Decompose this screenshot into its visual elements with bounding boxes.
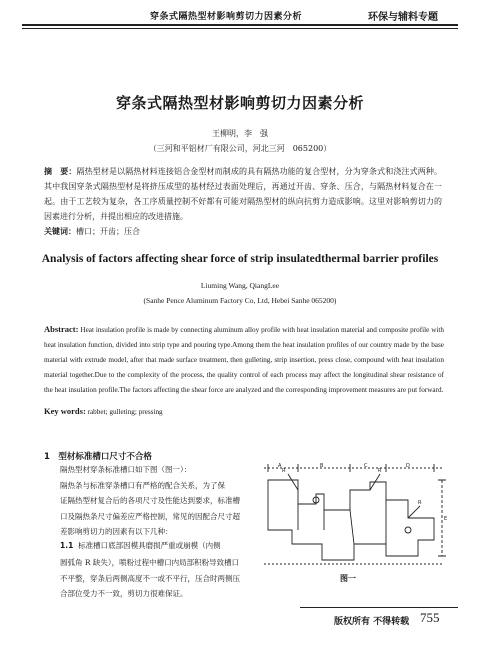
sub-line: 不平整，穿条后两侧高度不一或不平行，压合时两侧压: [60, 573, 240, 583]
intro-line: 隔热条与标准穿条槽口有严格的配合关系，为了保: [60, 480, 225, 490]
header-rule: [22, 24, 458, 26]
copyright-notice: 版权所有 不得转载: [334, 617, 410, 627]
svg-text:R: R: [418, 500, 422, 506]
keywords-label-en: Key words:: [44, 406, 86, 416]
authors-en: Liuming Wang, QiangLee: [200, 281, 280, 290]
abstract-en: [44, 322, 444, 398]
affiliation-en: (Sanhe Pence Aluminum Factory Co, Ltd, Hebei Sanhe 065200): [143, 296, 337, 305]
affiliation-zh: （三河和平铝材厂有限公司，河北三河 065200）: [148, 144, 332, 153]
section-title: 1 型材标准槽口尺寸不合格: [44, 452, 152, 462]
subsection-text: 标准槽口底部因模具磨损严重或崩模（内侧: [78, 541, 221, 550]
section-name: 环保与辅料专题: [368, 12, 438, 23]
intro-line: 差影响剪切力的因素有以下几种：: [60, 527, 173, 536]
svg-text:A: A: [278, 463, 282, 469]
sub-line: 圆弧角 R 缺失），喷粉过程中槽口内局部积粉导致槽口: [60, 558, 240, 567]
figure-slot-drawing: [258, 460, 454, 576]
section-intro: [60, 462, 248, 540]
article-title-en: Analysis of factors affecting shear force of strip insulatedthermal barrier profiles: [41, 253, 439, 265]
intro-line: 口及隔热条尺寸偏差应严格控制，常见的因配合尺寸超: [60, 511, 240, 521]
article-title-zh: 穿条式隔热型材影响剪切力因素分析: [115, 94, 364, 112]
abstract-text-en: Heat insulation profile is made by connecting aluminum alloy profile with heat insulation material and composite profile with heat insulation function, divided into strip type and pouring type.Among them the heat insulation profiles of our country made by the base material with extrude model, after that made surface treatment, then gulleting, strip insertion, press close, compound with heat insulation material together.Due to the complexity of the process, the quality control of each process may affect the longitudinal shear resistance of the heat insulation profile.The factors affecting the shear force are analyzed and the corresponding improvement measures are put forward.: [44, 326, 444, 394]
svg-text:D: D: [406, 463, 410, 469]
svg-text:C: C: [364, 463, 368, 469]
page-number: 755: [420, 610, 440, 625]
abstract-label-zh: 摘 要：: [44, 167, 77, 176]
subsection-number: 1.1: [60, 541, 74, 550]
subsection-heading: [60, 540, 221, 551]
sub-line: 合部位受力不一致，剪切力很难保证。: [60, 589, 188, 598]
intro-line: 隔热型材穿条标准槽口如下图（图一）：: [60, 465, 192, 474]
abstract-label-en: Abstract:: [44, 324, 79, 334]
svg-text:B: B: [320, 463, 324, 469]
running-title: 穿条式隔热型材影响剪切力因素分析: [150, 12, 303, 22]
footer-rule: [300, 607, 458, 608]
figure-caption: 图一: [340, 574, 356, 583]
svg-text:R: R: [378, 468, 382, 474]
intro-line: 证隔热型材复合后的各项尺寸及性能达到要求，标准槽: [60, 496, 240, 505]
keywords-en: [44, 406, 444, 416]
header-rule-thin: [22, 28, 458, 29]
svg-text:R: R: [282, 468, 286, 474]
subsection-body: [60, 555, 248, 602]
svg-text:E: E: [444, 516, 448, 522]
keywords-zh: [44, 224, 442, 239]
abstract-text-zh: 隔热型材是以隔热材料连接铝合金型材而制成的具有隔热功能的复合型材，分为穿条式和浇注式两种。其中我国穿条式隔热型材是将挤压成型的基材经过表面处理后，再通过开齿、穿条、压合，与隔热材料复合在一起。由于工艺较为复杂，各工序质量控制不好都有可能对隔热型材的纵向抗剪力造成影响。这里对影响剪切力的因素进行分析，并提出相应的改进措施。: [44, 167, 442, 221]
authors-zh: 王柳明，李 强: [212, 129, 268, 138]
keywords-label-zh: 关键词：: [44, 227, 76, 236]
keywords-text-zh: 槽口；开齿；压合: [76, 227, 140, 236]
abstract-zh: [44, 164, 442, 224]
keywords-text-en: rabbet; gulleting; pressing: [87, 408, 163, 416]
